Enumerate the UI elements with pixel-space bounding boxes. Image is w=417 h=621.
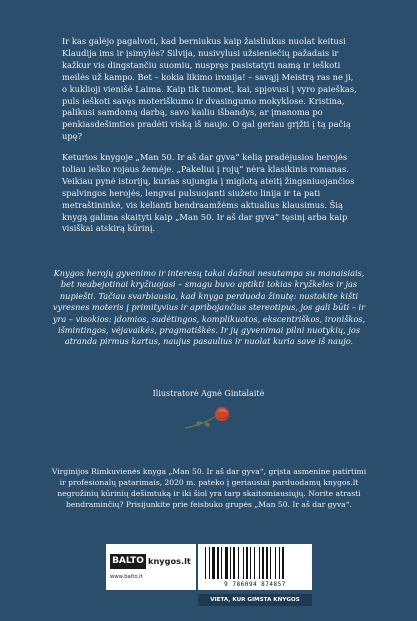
barcode-bar xyxy=(250,547,251,579)
illustrator-credit: Iliustratorė Agnė Gintalaitė xyxy=(152,389,265,398)
barcode-bar xyxy=(217,547,219,579)
publisher-url: www.balto.lt xyxy=(110,574,143,580)
barcode-bar xyxy=(230,547,231,579)
synopsis-paragraph-2: Keturios knygoje „Man 50. Ir aš dar gyva“ kelią pradėjusios herojės toliau ieško rojaus žemėje. „Pakeliui į rojų“ nėra klasikinis romanas. Veikiau pynė istorijų, kurias sujungia į miglotą ateitį žingsniuojančios spalvingos herojės, lengvai pulsuojanti siužeto linija ir ta pati metraštininkė, vis kelianti bendraamžėms aktualius klausimus. Šią knygą galima skaityti kaip „Man 50. Ir aš dar gyva“ tęsinį arba kaip visiškai atskirą kūrinį. xyxy=(62,152,355,234)
publisher-block xyxy=(106,544,312,606)
barcode-bar xyxy=(266,547,268,579)
barcode-bar xyxy=(212,547,215,579)
barcode-bar xyxy=(262,547,264,579)
barcode-bar xyxy=(259,547,260,579)
illustrator-quote: Knygos herojų gyvenimo ir interesų takai dažnai nesutampa su manaisiais, bet neabejotinai kryžiuojasi – smagu buvo aptikti tokias kryžkeles ir jas nupiešti. Tačiau svarbiausia, kad knyga perduoda žinutę: nustokite kišti vyresnes moteris į primityvius ir apribojančius stereotipus, jos gali būti – ir yra – visokios: įdomios, sudėtingos, komplikuotos, ekscentriškos, ironiškos, išmintingos, vėjavaikės, pragmatiškės. Ir jų gyvenimai pilni nuotykių, jos atranda pirmus kartus, naujus pasaulius ir nuolat kuria save iš naujo. xyxy=(52,268,366,347)
barcode-bar xyxy=(279,547,280,579)
barcode xyxy=(198,544,312,590)
barcode-bar xyxy=(225,547,228,579)
barcode-bar xyxy=(233,547,235,579)
barcode-icon xyxy=(204,547,306,579)
author-note: Virginijos Rimkuvienės knyga „Man 50. Ir aš dar gyva“, grįsta asmenine patirtimi ir profesionalų patarimais, 2020 m. pateko į geriausiai parduodamų knygos.lt negrožinių kūrinių dešimtuką ir iki šiol yra tarp skaitomiausiųjų. Norite atrasti bendraminčių? Prisijunkite prie feisbuko grupės „Man 50. Ir aš dar gyva“. xyxy=(51,467,367,509)
rose-illustration-icon xyxy=(183,404,235,436)
barcode-bar xyxy=(238,547,239,579)
synopsis-paragraph-1: Ir kas galėjo pagalvoti, kad berniukus kaip žaisliukus nuolat keitusi Klaudija ims ir įsimylės? Silvija, nusivylusi užsieniečių pažadais ir kažkur vis dingstančiu suomiu, nuspręs pasistatyti namą ir ieškoti meilės už kampo. Bet – kokia likimo ironija! – savąjį Meistrą ras ne ji, o kuklioji vienišė Laima. Kaip tik tuomet, kai, spjovusi į vyro paieškas, puls ieškoti savęs moteriškumo ir dvasingumo mokyklose. Kristina, palikusi samdomą darbą, savo kailiu išbandys, ar įmanoma po penkiasdešimties pradėti viską iš naujo. O gal geriau grįžti į tą pačią upę? xyxy=(62,36,357,142)
barcode-bar xyxy=(246,547,248,579)
isbn-number: 9 786094 874857 xyxy=(224,581,286,588)
barcode-bar xyxy=(254,547,255,579)
barcode-bar xyxy=(243,547,244,579)
balto-logo: BALTO xyxy=(110,554,146,569)
publisher-logos xyxy=(106,544,196,590)
barcode-bar xyxy=(270,547,271,579)
publisher-tagline: VIETA, KUR GIMSTA KNYGOS xyxy=(198,594,312,606)
barcode-bar xyxy=(282,547,284,579)
barcode-bar xyxy=(275,547,276,579)
knygos-logo: knygos.lt xyxy=(148,556,191,566)
barcode-bar xyxy=(209,547,210,579)
barcode-bar xyxy=(205,547,206,579)
barcode-bar xyxy=(221,547,222,579)
